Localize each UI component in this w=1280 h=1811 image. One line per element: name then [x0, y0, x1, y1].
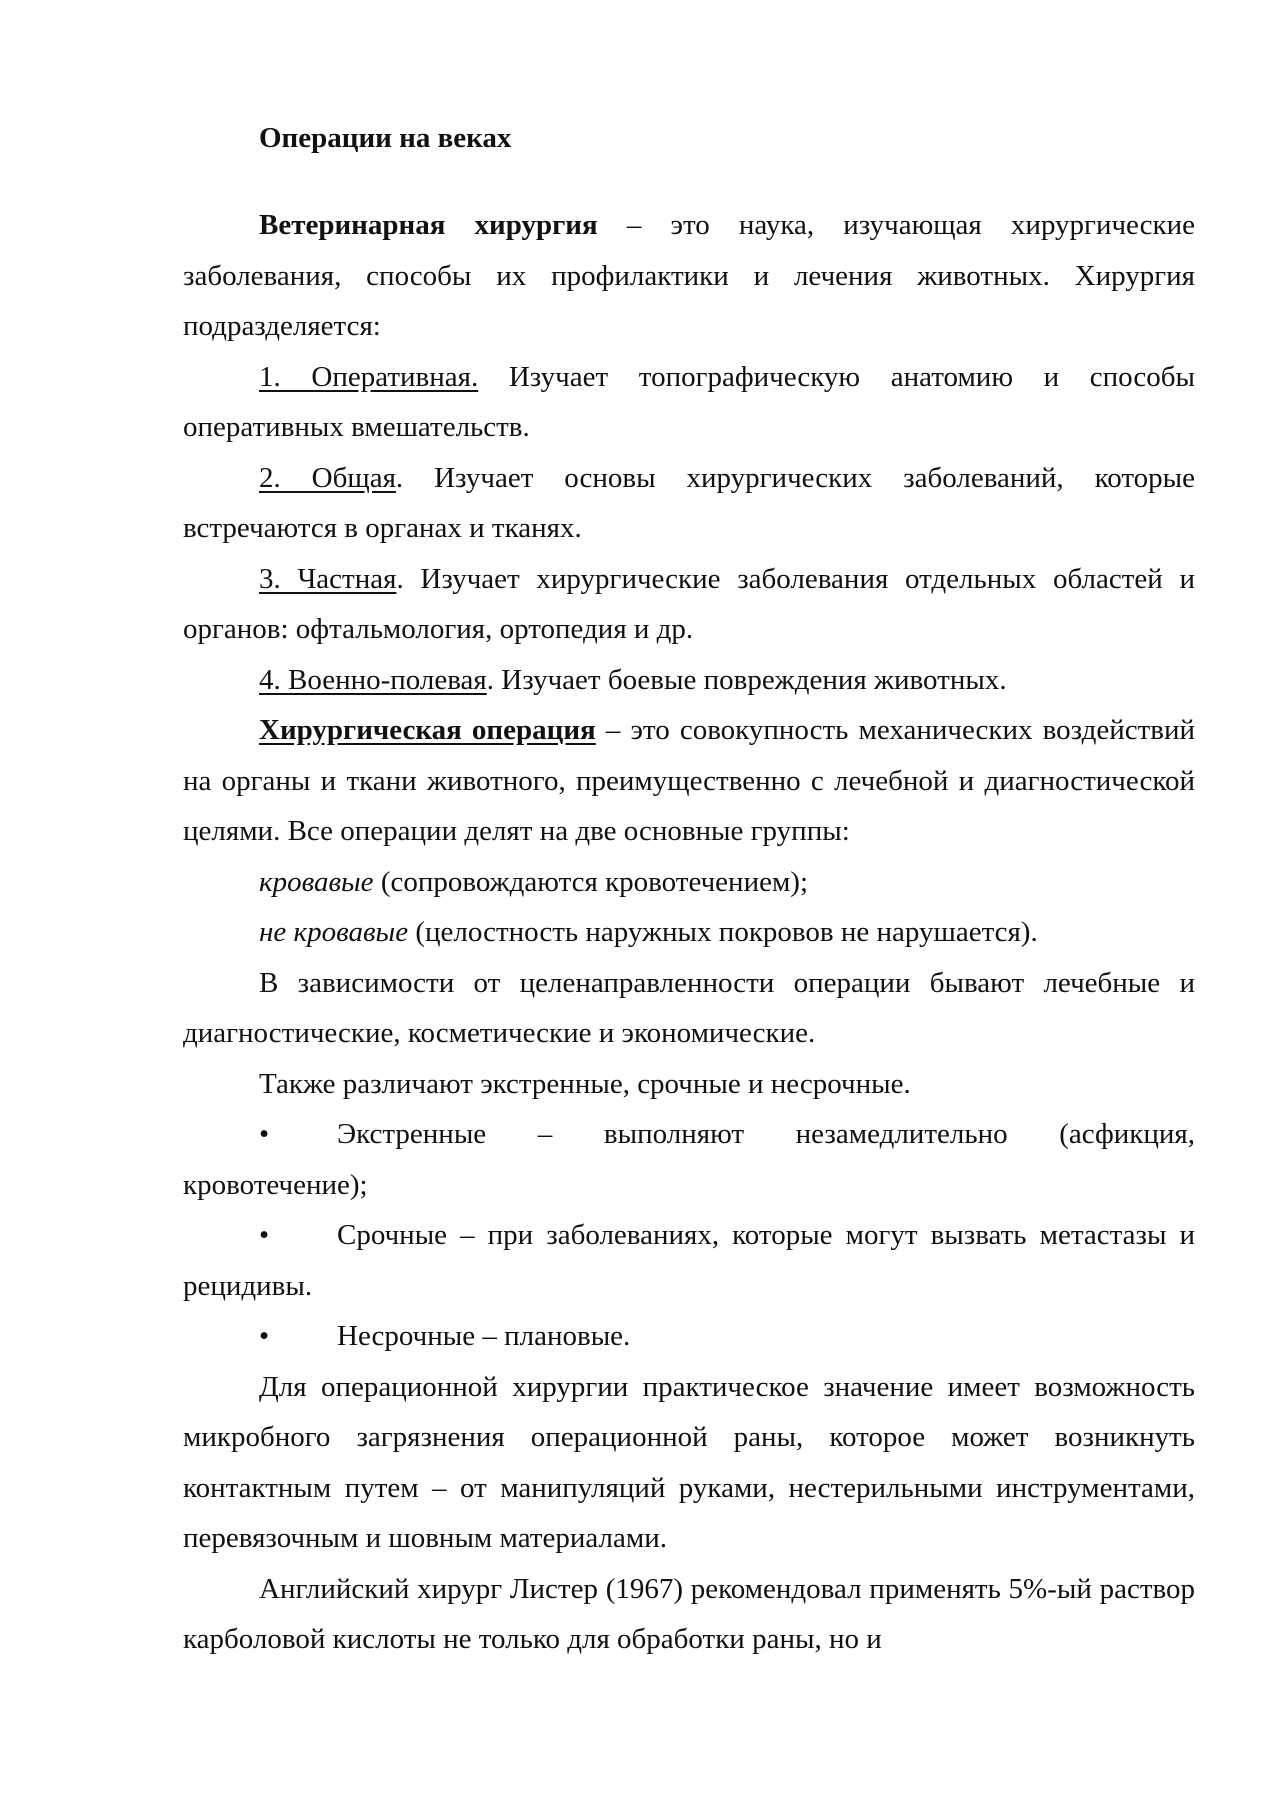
surgery-type-text: . Изучает основы хирургических заболеваний, которые встречаются в органах и тканях.: [183, 461, 1195, 544]
bullet-symbol: •: [259, 1118, 270, 1150]
paragraph-operation-definition: [183, 705, 1195, 857]
paragraph-contamination: Для операционной хирургии практическое значение имеет возможность микробного загрязнения операционной раны, которое может возникнуть контактным путем – от манипуляций руками, нестерильными инструментами, перевязочным и шовным материалами.: [183, 1370, 1195, 1554]
bullet-text: Срочные – при заболеваниях, которые могут вызвать метастазы и рецидивы.: [183, 1219, 1195, 1302]
document-body: [183, 118, 1195, 1665]
term-surgical-operation: Хирургическая операция: [259, 714, 596, 746]
surgery-type-text: Изучает топографическую анатомию и способы оперативных вмешательств.: [183, 360, 1195, 443]
bullet-item: [183, 1210, 1195, 1311]
bullet-item: [183, 1311, 1195, 1362]
operation-group-term: кровавые: [259, 865, 374, 898]
bullet-symbol: •: [259, 1320, 270, 1352]
surgery-type-label: 3. Частная: [259, 562, 397, 595]
operation-group-item: [183, 857, 1195, 908]
surgery-type-item: [183, 453, 1195, 554]
paragraph-urgency: Также различают экстренные, срочные и несрочные.: [259, 1067, 911, 1100]
operation-definition-text: – это совокупность механических воздействий на органы и ткани животного, преимущественно с лечебной и диагностической целями. Все операции делят на две основные группы:: [183, 714, 1195, 847]
operation-group-text: (сопровождаются кровотечением);: [373, 865, 809, 898]
surgery-type-item: [183, 554, 1195, 655]
document-title: Операции на веках: [259, 122, 512, 154]
operation-group-text: (целостность наружных покровов не нарушается).: [408, 916, 1038, 948]
operation-group-item: [183, 907, 1195, 958]
surgery-type-label: 4. Военно-полевая: [259, 663, 487, 696]
surgery-type-text: . Изучает хирургические заболевания отдельных областей и органов: офтальмология, ортопедия и др.: [183, 562, 1195, 645]
operation-group-term: не кровавые: [259, 916, 409, 948]
definition-text: – это наука, изучающая хирургические заболевания, способы их профилактики и лечения животных. Хирургия подразделяется:: [183, 209, 1195, 342]
bullet-symbol: •: [259, 1219, 270, 1251]
surgery-type-item: [183, 655, 1195, 706]
paragraph-purpose: В зависимости от целенаправленности операции бывают лечебные и диагностические, косметические и экономические.: [183, 966, 1195, 1049]
bullet-text: Несрочные – плановые.: [337, 1320, 631, 1352]
paragraph-definition: [183, 200, 1195, 352]
bullet-text: Экстренные – выполняют незамедлительно (асфикция, кровотечение);: [183, 1118, 1195, 1201]
surgery-type-text: . Изучает боевые повреждения животных.: [486, 663, 1007, 696]
term-veterinary-surgery: Ветеринарная хирургия: [259, 209, 598, 241]
bullet-item: [183, 1109, 1195, 1210]
paragraph-lister: Английский хирург Листер (1967) рекомендовал применять 5%-ый раствор карболовой кислоты не только для обработки раны, но и: [183, 1572, 1195, 1655]
surgery-type-label: 1. Оперативная.: [259, 360, 479, 393]
surgery-type-item: [183, 352, 1195, 453]
surgery-type-label: 2. Общая: [259, 461, 396, 494]
